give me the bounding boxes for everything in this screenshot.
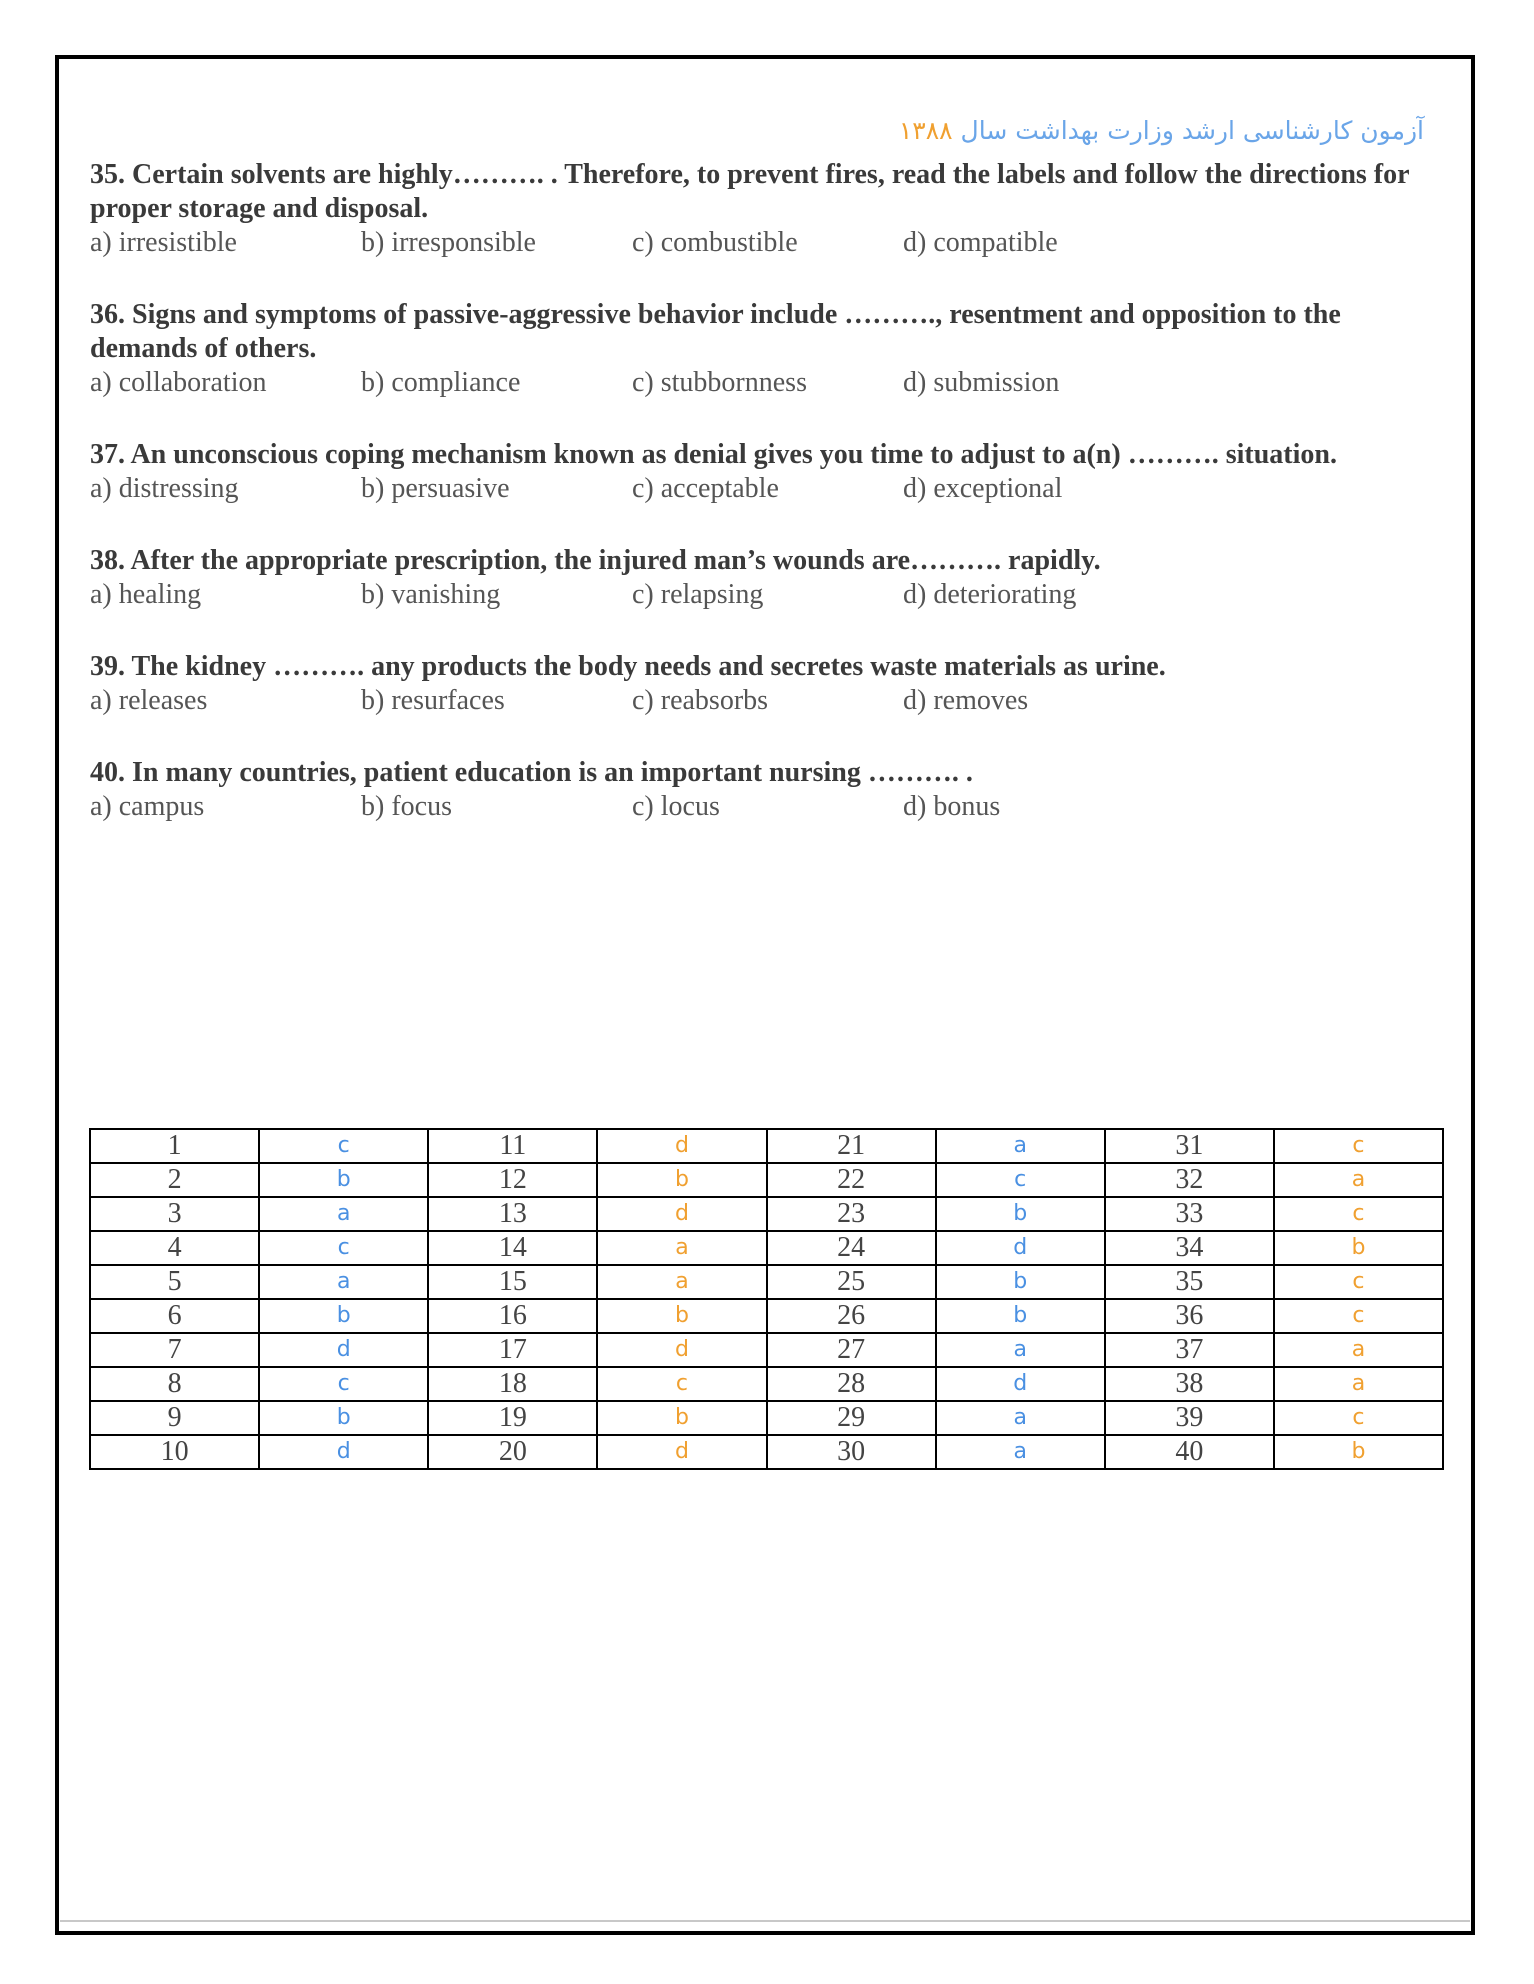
question-number-cell: 17 <box>428 1333 597 1367</box>
answer-options <box>90 684 1450 718</box>
question-number-cell: 1 <box>90 1129 259 1163</box>
option-a: a) healing <box>90 579 202 610</box>
answer-letter-cell: a <box>259 1265 428 1299</box>
answer-letter-cell: b <box>597 1163 766 1197</box>
option-d: d) exceptional <box>903 473 1063 504</box>
question-number-cell: 36 <box>1105 1299 1274 1333</box>
answer-letter-cell: d <box>259 1333 428 1367</box>
answer-letter-cell: d <box>597 1435 766 1469</box>
option-c: c) locus <box>632 791 720 822</box>
question-number-cell: 8 <box>90 1367 259 1401</box>
question-number-cell: 15 <box>428 1265 597 1299</box>
question-number-cell: 28 <box>767 1367 936 1401</box>
question-number-cell: 19 <box>428 1401 597 1435</box>
question-number-cell: 30 <box>767 1435 936 1469</box>
question-number-cell: 14 <box>428 1231 597 1265</box>
question-number-cell: 7 <box>90 1333 259 1367</box>
question-number-cell: 21 <box>767 1129 936 1163</box>
answer-letter-cell: a <box>936 1401 1105 1435</box>
answer-letter-cell: a <box>1274 1333 1443 1367</box>
question-number-cell: 32 <box>1105 1163 1274 1197</box>
option-d: d) deteriorating <box>903 579 1077 610</box>
answer-letter-cell: d <box>597 1197 766 1231</box>
question-list <box>90 158 1450 862</box>
answer-letter-cell: b <box>259 1299 428 1333</box>
answer-letter-cell: b <box>1274 1435 1443 1469</box>
answer-letter-cell: b <box>259 1401 428 1435</box>
option-b: b) vanishing <box>361 579 501 610</box>
question-number-cell: 11 <box>428 1129 597 1163</box>
answer-letter-cell: b <box>597 1299 766 1333</box>
table-row <box>90 1435 1443 1469</box>
table-row <box>90 1129 1443 1163</box>
question-35 <box>90 158 1450 260</box>
answer-letter-cell: c <box>1274 1265 1443 1299</box>
answer-letter-cell: c <box>259 1231 428 1265</box>
question-number-cell: 38 <box>1105 1367 1274 1401</box>
answer-letter-cell: b <box>936 1265 1105 1299</box>
question-number-cell: 27 <box>767 1333 936 1367</box>
question-number-cell: 13 <box>428 1197 597 1231</box>
question-number-cell: 37 <box>1105 1333 1274 1367</box>
option-d: d) removes <box>903 685 1029 716</box>
footer-divider <box>60 1920 1470 1922</box>
question-40 <box>90 756 1450 824</box>
option-d: d) submission <box>903 367 1060 398</box>
question-stem: 35. Certain solvents are highly………. . Therefore, to prevent fires, read the labels and follow the directions for proper storage and disposal. <box>90 159 1410 224</box>
option-d: d) bonus <box>903 791 1001 822</box>
question-number-cell: 31 <box>1105 1129 1274 1163</box>
answer-options <box>90 366 1450 400</box>
answer-letter-cell: c <box>936 1163 1105 1197</box>
table-row <box>90 1299 1443 1333</box>
question-number-cell: 34 <box>1105 1231 1274 1265</box>
option-c: c) acceptable <box>632 473 779 504</box>
table-row <box>90 1197 1443 1231</box>
answer-letter-cell: c <box>259 1129 428 1163</box>
question-number-cell: 20 <box>428 1435 597 1469</box>
question-number-cell: 12 <box>428 1163 597 1197</box>
exam-header <box>899 116 1424 145</box>
question-number-cell: 24 <box>767 1231 936 1265</box>
answer-letter-cell: a <box>936 1333 1105 1367</box>
question-number-cell: 39 <box>1105 1401 1274 1435</box>
question-number-cell: 26 <box>767 1299 936 1333</box>
table-row <box>90 1367 1443 1401</box>
option-b: b) persuasive <box>361 473 510 504</box>
option-b: b) resurfaces <box>361 685 505 716</box>
answer-letter-cell: b <box>1274 1231 1443 1265</box>
answer-letter-cell: b <box>936 1197 1105 1231</box>
answer-letter-cell: a <box>936 1129 1105 1163</box>
answer-letter-cell: a <box>259 1197 428 1231</box>
answer-letter-cell: b <box>259 1163 428 1197</box>
question-stem: 36. Signs and symptoms of passive-aggressive behavior include ………., resentment and opposition to the demands of others. <box>90 299 1341 364</box>
option-b: b) focus <box>361 791 452 822</box>
option-a: a) collaboration <box>90 367 267 398</box>
question-number-cell: 18 <box>428 1367 597 1401</box>
answer-letter-cell: b <box>597 1401 766 1435</box>
option-c: c) stubbornness <box>632 367 807 398</box>
answer-options <box>90 578 1450 612</box>
question-stem: 37. An unconscious coping mechanism known as denial gives you time to adjust to a(n) ………. situation. <box>90 439 1337 470</box>
answer-letter-cell: b <box>936 1299 1105 1333</box>
answer-letter-cell: c <box>259 1367 428 1401</box>
question-number-cell: 35 <box>1105 1265 1274 1299</box>
option-a: a) releases <box>90 685 208 716</box>
question-stem: 39. The kidney ………. any products the body needs and secretes waste materials as urine. <box>90 651 1166 682</box>
table-row <box>90 1163 1443 1197</box>
answer-letter-cell: d <box>597 1333 766 1367</box>
answer-options <box>90 790 1450 824</box>
question-number-cell: 9 <box>90 1401 259 1435</box>
exam-header-title: آزمون کارشناسی ارشد وزارت بهداشت سال <box>960 116 1424 145</box>
option-a: a) distressing <box>90 473 239 504</box>
table-row <box>90 1333 1443 1367</box>
question-number-cell: 25 <box>767 1265 936 1299</box>
option-b: b) irresponsible <box>361 227 536 258</box>
question-number-cell: 3 <box>90 1197 259 1231</box>
question-36 <box>90 298 1450 400</box>
answer-letter-cell: c <box>1274 1197 1443 1231</box>
answer-letter-cell: a <box>1274 1163 1443 1197</box>
question-number-cell: 10 <box>90 1435 259 1469</box>
answer-letter-cell: c <box>1274 1129 1443 1163</box>
option-c: c) reabsorbs <box>632 685 769 716</box>
answer-letter-cell: d <box>936 1231 1105 1265</box>
answer-options <box>90 226 1450 260</box>
option-a: a) campus <box>90 791 205 822</box>
answer-letter-cell: d <box>936 1367 1105 1401</box>
answer-letter-cell: c <box>597 1367 766 1401</box>
table-row <box>90 1231 1443 1265</box>
answer-letter-cell: a <box>1274 1367 1443 1401</box>
question-stem: 40. In many countries, patient education is an important nursing ………. . <box>90 757 973 788</box>
question-number-cell: 16 <box>428 1299 597 1333</box>
exam-header-year: ۱۳۸۸ <box>898 116 953 145</box>
answer-key-table <box>89 1128 1444 1470</box>
table-row <box>90 1265 1443 1299</box>
question-number-cell: 5 <box>90 1265 259 1299</box>
table-row <box>90 1401 1443 1435</box>
option-a: a) irresistible <box>90 227 237 258</box>
answer-letter-cell: d <box>259 1435 428 1469</box>
question-number-cell: 33 <box>1105 1197 1274 1231</box>
question-number-cell: 29 <box>767 1401 936 1435</box>
answer-options <box>90 472 1450 506</box>
question-37 <box>90 438 1450 506</box>
answer-letter-cell: d <box>597 1129 766 1163</box>
question-stem: 38. After the appropriate prescription, the injured man’s wounds are………. rapidly. <box>90 545 1101 576</box>
answer-letter-cell: c <box>1274 1401 1443 1435</box>
option-c: c) relapsing <box>632 579 764 610</box>
answer-letter-cell: c <box>1274 1299 1443 1333</box>
question-number-cell: 2 <box>90 1163 259 1197</box>
answer-letter-cell: a <box>597 1265 766 1299</box>
option-c: c) combustible <box>632 227 798 258</box>
option-d: d) compatible <box>903 227 1058 258</box>
question-38 <box>90 544 1450 612</box>
option-b: b) compliance <box>361 367 521 398</box>
question-number-cell: 40 <box>1105 1435 1274 1469</box>
answer-letter-cell: a <box>936 1435 1105 1469</box>
question-number-cell: 6 <box>90 1299 259 1333</box>
question-39 <box>90 650 1450 718</box>
question-number-cell: 22 <box>767 1163 936 1197</box>
question-number-cell: 4 <box>90 1231 259 1265</box>
answer-letter-cell: a <box>597 1231 766 1265</box>
question-number-cell: 23 <box>767 1197 936 1231</box>
